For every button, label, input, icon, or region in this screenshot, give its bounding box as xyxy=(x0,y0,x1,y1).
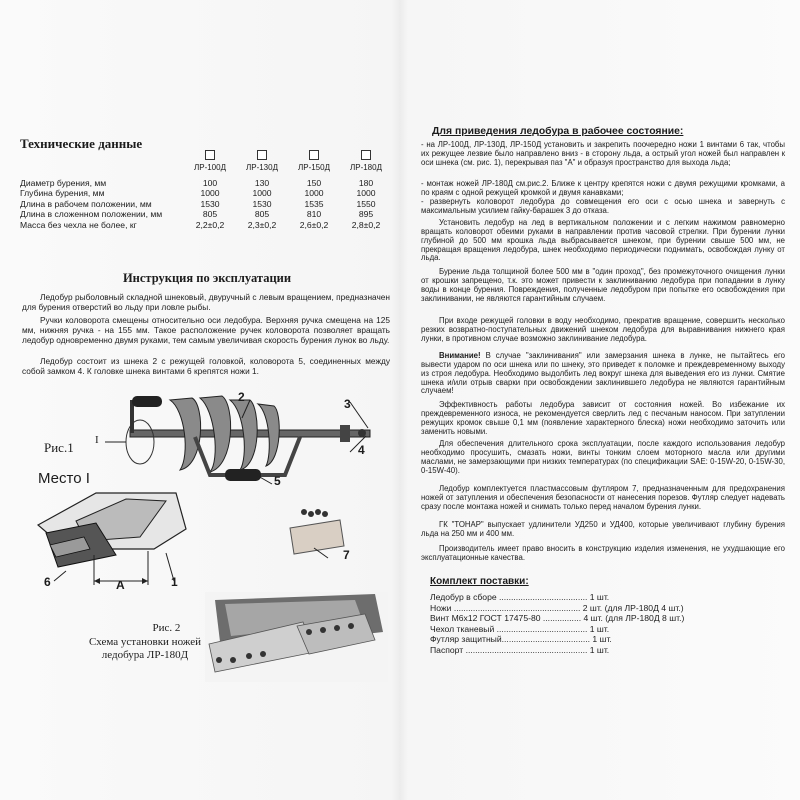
wing-nut xyxy=(358,429,366,437)
table-cell: 895 xyxy=(358,209,374,220)
callout-place-marker: I xyxy=(95,434,99,446)
drilling-paragraph: При входе режущей головки в воду необходимо, прекратив вращение, совершить несколько резких возвратно-поступательных движений шнеком ледобура для выравнивания нижнего края лунки, в противном случае возможно заклинивание ледобура. xyxy=(421,316,785,343)
row-label: Масса без чехла не более, кг xyxy=(20,219,137,230)
instructions-paragraph: Ручки коловорота смещены относительно оси ледобура. Верхняя ручка смещена на 125 мм, нижняя ручка - на 155 мм. Такое расположение ручек коловорота позволяет вращать ледобур одновременно двумя руками, тем самым увеличивая скорость бурения лунок во льду. xyxy=(22,315,390,345)
checkbox-model-2 xyxy=(257,150,267,160)
callout-5: 5 xyxy=(274,474,281,488)
list-item: Ледобур в сборе ..................................... 1 шт. xyxy=(430,592,610,602)
table-cell: 1000 xyxy=(200,188,220,199)
checkbox-model-1 xyxy=(205,150,215,160)
instructions-title: Инструкция по эксплуатации xyxy=(122,271,292,285)
lower-handle-grip xyxy=(225,469,261,481)
table-cell: 1000 xyxy=(356,188,376,199)
drilling-paragraph: Установить ледобур на лед в вертикальном положении и с легким нажимом равномерно вращать коловорот обеими руками в направлении против часовой стрелки. При бурении лунки глубиной до 500 мм крошка льда выбрасывается шнеком, при бурении свыше 500 мм, не прекращая вращения ледобура, шнек необходимо периодически поднимать, освобождая лунку от льда. xyxy=(421,218,785,263)
manufacturer-paragraph: Производитель имеет право вносить в конструкцию изделия изменения, не ухудшающие его эксплуатационные качества. xyxy=(421,544,785,562)
callout-1: 1 xyxy=(171,575,178,589)
detail-place-title: Место I xyxy=(38,470,90,487)
callout-3: 3 xyxy=(344,397,351,411)
figure-1-caption: Рис.1 xyxy=(44,440,74,455)
checkbox-model-3 xyxy=(309,150,319,160)
table-row xyxy=(20,209,392,220)
table-cell: 100 xyxy=(202,177,218,188)
figure-2-caption-line: Схема установки ножей xyxy=(88,636,202,648)
table-cell: 1530 xyxy=(252,198,272,209)
table-cell: 2,8±0,2 xyxy=(351,219,381,230)
list-item: Футляр защитный..................................... 1 шт. xyxy=(430,634,612,645)
table-row xyxy=(20,199,392,210)
table-cell: 2,6±0,2 xyxy=(299,219,329,230)
list-item: Паспорт ................................................... 1 шт. xyxy=(430,644,610,655)
preparation-bullet: - на ЛР-100Д, ЛР-130Д, ЛР-150Д установить и закрепить поочередно ножи 1 винтами 6 так, чтобы их режущее лезвие было направлено вниз - в сторону льда, а острый угол ножей был направлен к оси шнека (см. рис. 1), перекрывая паз "А" и образуя пространство для выхода льда; xyxy=(421,140,785,167)
tech-specs-table xyxy=(20,150,392,231)
maintenance-paragraph: Для обеспечения длительного срока эксплуатации, после каждого использования ледобур необходимо просушить, смазать ножи, винты тонким слоем моторного масла или другими маслами, не замерзающими при низких температурах (по спецификации SAE: 0-15W-20, 0-15W-30, 0-15W-40). xyxy=(421,439,785,475)
callout-7: 7 xyxy=(343,548,350,562)
table-cell: 2,2±0,2 xyxy=(195,219,225,230)
table-cell: 810 xyxy=(306,209,322,220)
detail-marker-circle xyxy=(126,420,154,464)
row-label: Глубина бурения, мм xyxy=(20,188,105,199)
list-item: Ножи ..................................................... 2 шт. (для ЛР-180Д 4 шт.) xyxy=(430,602,684,613)
callout-4: 4 xyxy=(358,443,365,457)
callout-6: 6 xyxy=(44,575,51,589)
table-cell: 130 xyxy=(254,177,270,188)
warning-lead: Внимание! xyxy=(439,351,481,360)
table-cell: 2,3±0,2 xyxy=(247,219,277,230)
extensions-paragraph: ГК "ТОНАР" выпускает удлинители УД250 и УД400, которые увеличивают глубину бурения льда на 250 мм и 400 мм. xyxy=(421,520,785,538)
model-header: ЛР-130Д xyxy=(245,163,278,172)
preparation-bullet: - монтаж ножей ЛР-180Д см.рис.2. Ближе к центру крепятся ножи с двумя режущими кромками, а по краям с одной режущей кромкой и двумя канавками; xyxy=(421,179,785,197)
callout-2: 2 xyxy=(238,390,245,404)
table-row xyxy=(20,188,392,199)
table-cell: 180 xyxy=(358,177,374,188)
row-label: Диаметр бурения, мм xyxy=(20,177,107,188)
table-cell: 1000 xyxy=(252,188,272,199)
model-header: ЛР-100Д xyxy=(193,163,226,172)
kit-title: Комплект поставки: xyxy=(430,576,529,587)
preparation-title: Для приведения ледобура в рабочее состояние: xyxy=(432,126,684,137)
kit-list xyxy=(430,592,720,656)
table-cell: 150 xyxy=(306,177,322,188)
list-item: Чехол тканевый ...................................... 1 шт. xyxy=(430,623,610,634)
checkbox-model-4 xyxy=(361,150,371,160)
list-item: Винт М6х12 ГОСТ 17475-80 ................ 4 шт. (для ЛР-180Д 8 шт.) xyxy=(430,613,685,624)
model-header: ЛР-180Д xyxy=(349,163,382,172)
row-label: Длина в сложенном положении, мм xyxy=(20,209,163,220)
table-header-row xyxy=(20,163,392,174)
table-cell: 1000 xyxy=(304,188,324,199)
knives-care-paragraph: Эффективность работы ледобура зависит от состояния ножей. Во избежание их преждевременного износа, не рекомендуется сверлить лед с песчаным наносом. При затуплении режущих кромок свыше 0,1 мм (появление характерного блеска) ножи необходимо заточить или заменить новыми. xyxy=(421,400,785,436)
figure-2-caption-line: ледобура ЛР-180Д xyxy=(101,649,189,661)
warning-text: В случае "заклинивания" или замерзания шнека в лунке, не пытайтесь его вывести ударом по оси шнека или по шнеку, это приведет к поломке и преждевременному выходу из строя ледобура. Необходимо выдолбить лед вокруг шнека для выведения его из лунки. Смятие шнека и/или отрыв сварки при освобождении заклинившего ледобура не являются гарантийным случаем! xyxy=(421,351,785,396)
tech-specs-title: Технические данные xyxy=(20,136,143,151)
table-cell: 805 xyxy=(202,209,218,220)
figure-2-caption: Рис. 2 xyxy=(152,622,181,634)
preparation-bullet: - развернуть коловорот ледобура до совмещения его оси с осью шнека и завернуть с максимальным усилием гайку-барашек 3 до отказа. xyxy=(421,197,785,215)
instructions-paragraph: Ледобур состоит из шнека 2 с режущей головкой, коловорота 5, соединенных между собой замком 4. К головке шнека винтами 6 крепятся ножи 1. xyxy=(22,356,390,376)
dimension-a-label: A xyxy=(116,578,125,592)
table-row xyxy=(20,220,392,231)
upper-handle-grip xyxy=(132,396,162,407)
warning-paragraph xyxy=(421,352,785,396)
instructions-paragraph: Ледобур рыболовный складной шнековый, двуручный с левым вращением, предназначен для бурения отверстий во льду при ловле рыбы. xyxy=(22,292,390,312)
table-cell: 1530 xyxy=(200,198,220,209)
table-cell: 1550 xyxy=(356,198,376,209)
row-label: Длина в рабочем положении, мм xyxy=(20,198,152,209)
table-cell: 1535 xyxy=(304,198,324,209)
model-header: ЛР-150Д xyxy=(297,163,330,172)
table-row xyxy=(20,178,392,189)
lock-joint xyxy=(340,425,350,442)
table-cell: 805 xyxy=(254,209,270,220)
drilling-paragraph: Бурение льда толщиной более 500 мм в "один проход", без промежуточного очищения лунки от крошки запрещено, т.к. это может привести к заклиниванию ледобура при попадании в лунку воды в конце бурения. Повреждения, полученные ледобуром при попытке его освобождения при заклинивании, не являются гарантийным случаем. xyxy=(421,267,785,303)
case-paragraph: Ледобур комплектуется пластмассовым футляром 7, предназначенным для предохранения ножей от затупления и обеспечения безопасности от нанесения порезов. Футляр следует надевать сразу после монтажа ножей и снимать только перед началом бурения лунки. xyxy=(421,484,785,511)
cutting-head-detail xyxy=(36,485,206,593)
